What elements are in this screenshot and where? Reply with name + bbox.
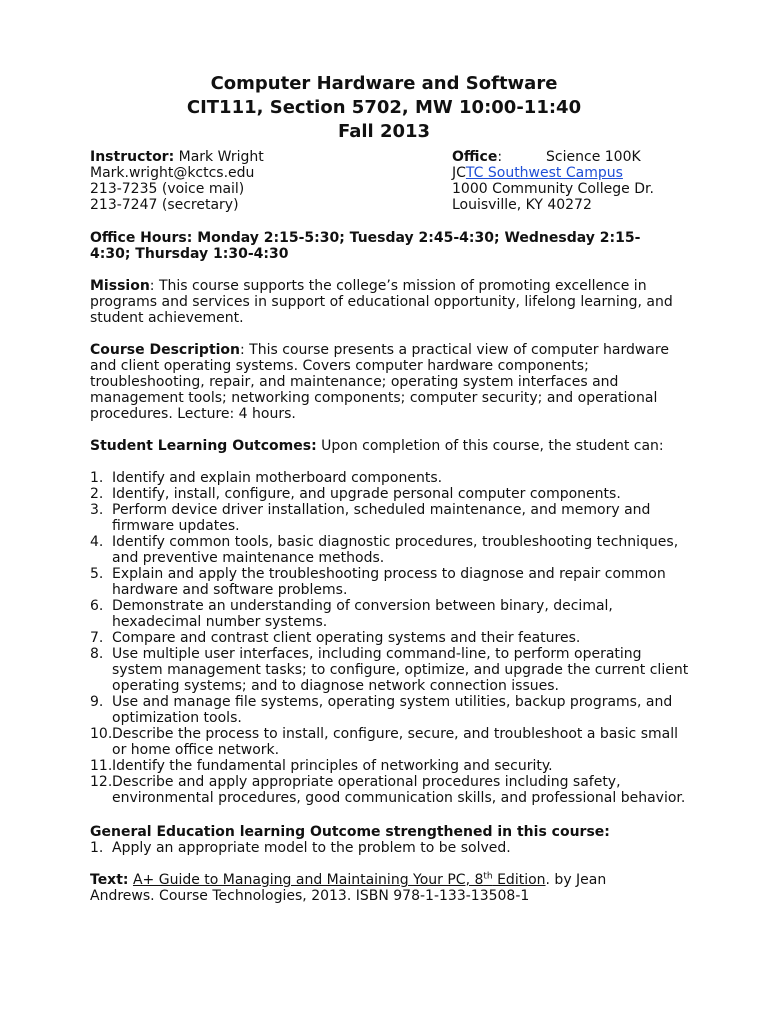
instructor-label: Instructor: xyxy=(90,149,175,165)
office-hours-line2: 4:30; Thursday 1:30-4:30 xyxy=(90,246,289,262)
outcome-text: Describe the process to install, configure, secure, and troubleshoot a basic small or home office network. xyxy=(112,726,678,758)
outcome-number: 11. xyxy=(90,758,113,774)
list-item xyxy=(90,840,690,856)
list-item xyxy=(90,502,690,534)
list-item xyxy=(90,534,690,566)
list-item xyxy=(90,758,690,774)
document-title xyxy=(0,72,768,144)
textbook-label: Text: xyxy=(90,872,129,888)
outcome-text: Identify common tools, basic diagnostic procedures, troubleshooting techniques, and preventive maintenance methods. xyxy=(112,534,679,566)
office-label: Office xyxy=(452,149,498,165)
outcome-number: 7. xyxy=(90,630,104,646)
instructor-email[interactable]: Mark.wright@kctcs.edu xyxy=(90,165,255,181)
list-item xyxy=(90,598,690,630)
instructor-info xyxy=(90,149,264,213)
office-address-city: Louisville, KY 40272 xyxy=(452,197,592,213)
gen-ed-section xyxy=(90,824,690,856)
outcome-text: Demonstrate an understanding of conversion between binary, decimal, hexadecimal number systems. xyxy=(112,598,613,630)
mission-label: Mission xyxy=(90,278,150,294)
outcome-text: Identify the fundamental principles of networking and security. xyxy=(112,758,553,774)
gen-ed-list xyxy=(90,840,690,856)
outcome-number: 2. xyxy=(90,486,104,502)
outcome-text: Use multiple user interfaces, including command-line, to perform operating system management tasks; to configure, optimize, and upgrade the current client operating systems; and to diagnose network connection issues. xyxy=(112,646,689,694)
mission-text: : This course supports the college’s mission of promoting excellence in programs and services in support of educational opportunity, lifelong learning, and student achievement. xyxy=(90,278,673,326)
course-title: Computer Hardware and Software xyxy=(210,73,558,94)
outcomes-label: Student Learning Outcomes: xyxy=(90,438,317,454)
instructor-secretary-phone: 213-7247 (secretary) xyxy=(90,197,239,213)
mission-paragraph xyxy=(90,278,680,326)
list-item xyxy=(90,646,690,694)
office-colon: : xyxy=(497,149,503,165)
outcome-number: 4. xyxy=(90,534,104,550)
outcome-text: Explain and apply the troubleshooting process to diagnose and repair common hardware and software problems. xyxy=(112,566,666,598)
list-item xyxy=(90,694,690,726)
list-item xyxy=(90,470,690,486)
course-description-text: : This course presents a practical view of computer hardware and client operating systems. Covers computer hardware components; troubleshooting, repair, and maintenance; operating system interfaces and management tools; networking components; computer security; and operational procedures. Lecture: 4 hours. xyxy=(90,342,669,422)
list-item xyxy=(90,726,690,758)
office-hours-label: Office Hours: xyxy=(90,230,193,246)
outcome-number: 1. xyxy=(90,470,104,486)
outcome-text: Identify, install, configure, and upgrade personal computer components. xyxy=(112,486,621,502)
outcomes-intro: Upon completion of this course, the student can: xyxy=(316,438,664,454)
textbook-author: . by Jean xyxy=(545,872,607,888)
course-description-label: Course Description xyxy=(90,342,241,358)
contact-block xyxy=(90,149,710,219)
outcome-number: 5. xyxy=(90,566,104,582)
office-hours xyxy=(90,230,690,262)
textbook-section xyxy=(90,872,690,904)
instructor-voice-phone: 213-7235 (voice mail) xyxy=(90,181,245,197)
instructor-name: Mark Wright xyxy=(178,149,264,165)
textbook-publisher: Andrews. Course Technologies, 2013. ISBN 978-1-133-13508-1 xyxy=(90,888,530,904)
campus-link[interactable]: TC Southwest Campus xyxy=(465,165,623,181)
gen-ed-item-number: 1. xyxy=(90,840,104,856)
list-item xyxy=(90,566,690,598)
gen-ed-item-text: Apply an appropriate model to the problem to be solved. xyxy=(112,840,511,856)
outcome-number: 3. xyxy=(90,502,104,518)
list-item xyxy=(90,630,690,646)
outcome-number: 6. xyxy=(90,598,104,614)
course-term: Fall 2013 xyxy=(337,121,431,142)
office-hours-line1: Monday 2:15-5:30; Tuesday 2:45-4:30; Wednesday 2:15- xyxy=(197,230,641,246)
outcome-number: 10. xyxy=(90,726,113,742)
list-item xyxy=(90,486,690,502)
outcome-text: Compare and contrast client operating systems and their features. xyxy=(112,630,581,646)
course-description-paragraph xyxy=(90,342,680,422)
outcome-text: Describe and apply appropriate operational procedures including safety, environmental procedures, good communication skills, and professional behavior. xyxy=(112,774,686,806)
gen-ed-label: General Education learning Outcome strengthened in this course: xyxy=(90,824,610,840)
outcomes-list-container xyxy=(90,470,690,806)
campus-prefix: JC xyxy=(452,165,466,181)
outcome-number: 12. xyxy=(90,774,113,790)
course-section: CIT111, Section 5702, MW 10:00-11:40 xyxy=(186,97,582,118)
list-item xyxy=(90,774,690,806)
office-info xyxy=(452,149,654,213)
office-room: Science 100K xyxy=(546,149,641,165)
textbook-title: A+ Guide to Managing and Maintaining Your PC, 8th Edition xyxy=(132,871,546,888)
outcome-number: 8. xyxy=(90,646,104,662)
outcomes-heading xyxy=(90,438,690,454)
outcome-text: Identify and explain motherboard components. xyxy=(112,470,443,486)
outcomes-list xyxy=(90,470,690,806)
outcome-text: Use and manage file systems, operating system utilities, backup programs, and optimization tools. xyxy=(112,694,673,726)
outcome-number: 9. xyxy=(90,694,104,710)
outcome-text: Perform device driver installation, scheduled maintenance, and memory and firmware updates. xyxy=(112,502,651,534)
office-address-street: 1000 Community College Dr. xyxy=(452,181,654,197)
